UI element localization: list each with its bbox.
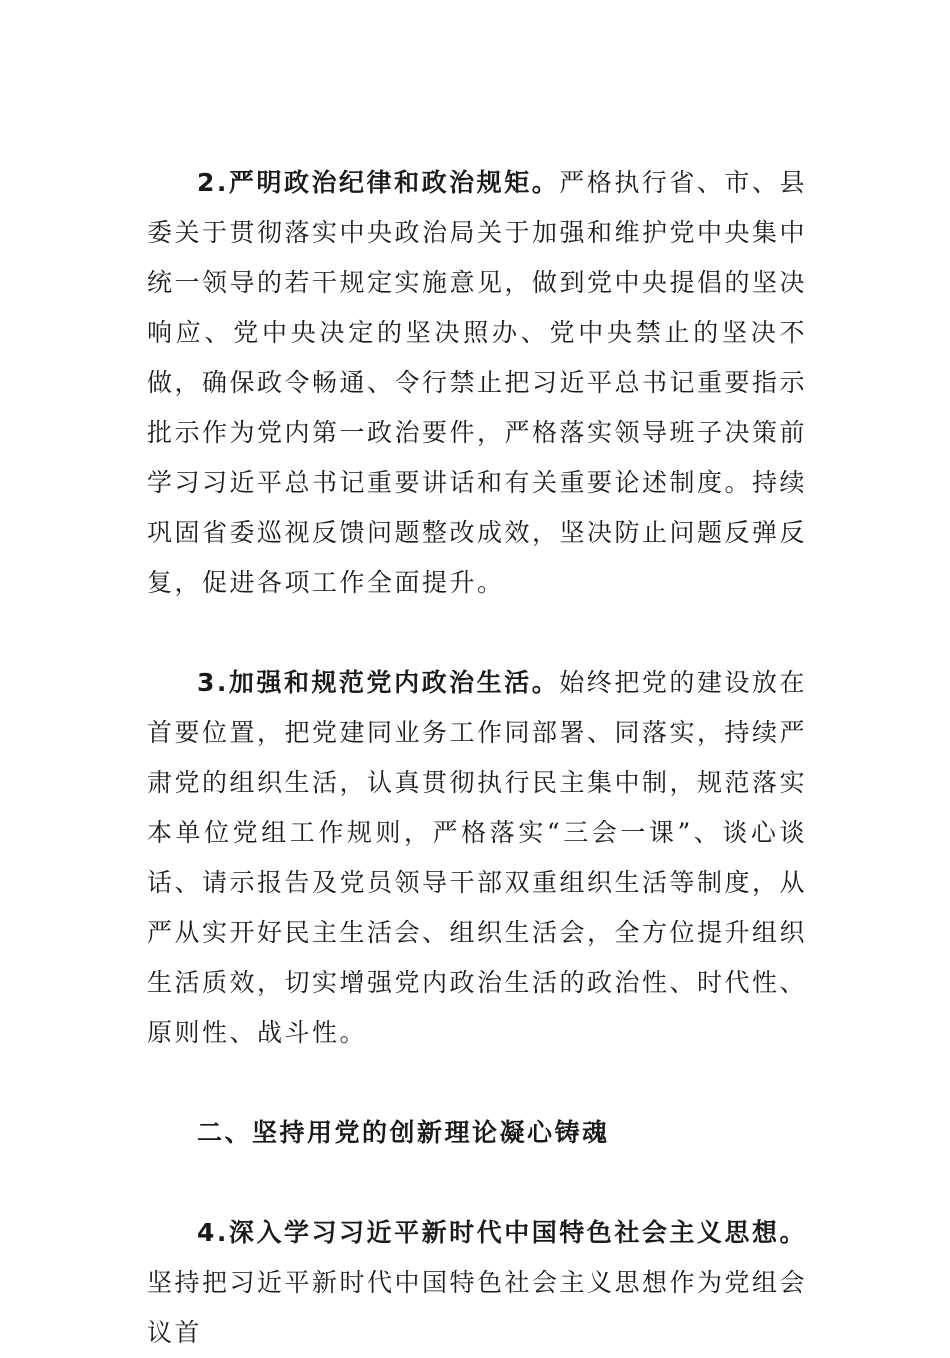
section-3-title: 3.加强和规范党内政治生活。 xyxy=(197,668,560,697)
paragraph-spacer xyxy=(147,608,807,658)
section-4-body: 坚持把习近平新时代中国特色社会主义思想作为党组会议首 xyxy=(147,1268,808,1347)
section-3-body: 始终把党的建设放在首要位置，把党建同业务工作同部署、同落实，持续严肃党的组织生活，认真贯彻执行民主集中制，规范落实本单位党组工作规则，严格落实“三会一课”、谈心谈话、请示报告及党员领导干部双重组织生活等制度，从严从实开好民主生活会、组织生活会，全方位提升组织生活质效，切实增强党内政治生活的政治性、时代性、原则性、战斗性。 xyxy=(147,668,808,1047)
section-2-title: 2.严明政治纪律和政治规矩。 xyxy=(197,168,560,197)
paragraph-section-4 xyxy=(147,1208,807,1358)
chapter-heading: 二、坚持用党的创新理论凝心铸魂 xyxy=(197,1118,610,1147)
section-2-body: 严格执行省、市、县委关于贯彻落实中央政治局关于加强和维护党中央集中统一领导的若干规定实施意见，做到党中央提倡的坚决响应、党中央决定的坚决照办、党中央禁止的坚决不做，确保政令畅通、令行禁止把习近平总书记重要指示批示作为党内第一政治要件，严格落实领导班子决策前学习习近平总书记重要讲话和有关重要论述制度。持续巩固省委巡视反馈问题整改成效，坚决防止问题反弹反复，促进各项工作全面提升。 xyxy=(147,168,808,597)
document-content xyxy=(147,158,807,1358)
paragraph-section-2 xyxy=(147,158,807,608)
paragraph-spacer xyxy=(147,1158,807,1208)
section-4-title: 4.深入学习习近平新时代中国特色社会主义思想。 xyxy=(197,1218,807,1247)
paragraph-section-3 xyxy=(147,658,807,1058)
paragraph-spacer xyxy=(147,1058,807,1108)
